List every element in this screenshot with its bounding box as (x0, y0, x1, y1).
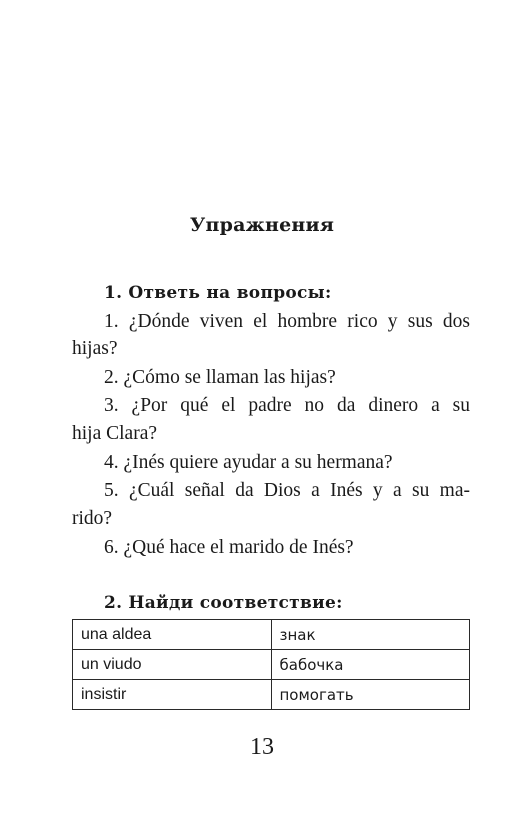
page-heading: Упражнения (189, 214, 335, 236)
page-number: 13 (250, 734, 274, 760)
question-4: 4. ¿Inés quiere ayudar a su hermana? (104, 452, 393, 473)
question-3-line-2: hija Clara? (72, 423, 157, 444)
exercise-1-title (104, 283, 332, 303)
spanish-word-cell: un viudo (73, 650, 272, 680)
question-6: 6. ¿Qué hace el marido de Inés? (104, 537, 354, 558)
question-1-line-2: hijas? (72, 338, 118, 359)
russian-word-cell: бабочка (271, 650, 470, 680)
matching-table (72, 619, 470, 710)
spanish-word-cell: una aldea (73, 620, 272, 650)
table-row (73, 680, 470, 710)
question-1-line-1: 1. ¿Dónde viven el hombre rico y sus dos (104, 311, 470, 332)
exercise-1-label: Ответь на вопросы: (128, 283, 332, 303)
exercise-2-title (104, 593, 343, 613)
table-row (73, 620, 470, 650)
exercise-2-number: 2. (104, 593, 123, 613)
exercise-1-number: 1. (104, 283, 123, 303)
exercise-2-label: Найди соответствие: (128, 593, 343, 613)
spanish-word-cell: insistir (73, 680, 272, 710)
question-3-line-1: 3. ¿Por qué el padre no da dinero a su (104, 395, 470, 416)
question-5-line-2: rido? (72, 508, 113, 529)
russian-word-cell: помогать (271, 680, 470, 710)
question-5-line-1: 5. ¿Cuál señal da Dios a Inés y a su ma- (104, 480, 470, 501)
table-row (73, 650, 470, 680)
question-2: 2. ¿Cómo se llaman las hijas? (104, 367, 336, 388)
russian-word-cell: знак (271, 620, 470, 650)
